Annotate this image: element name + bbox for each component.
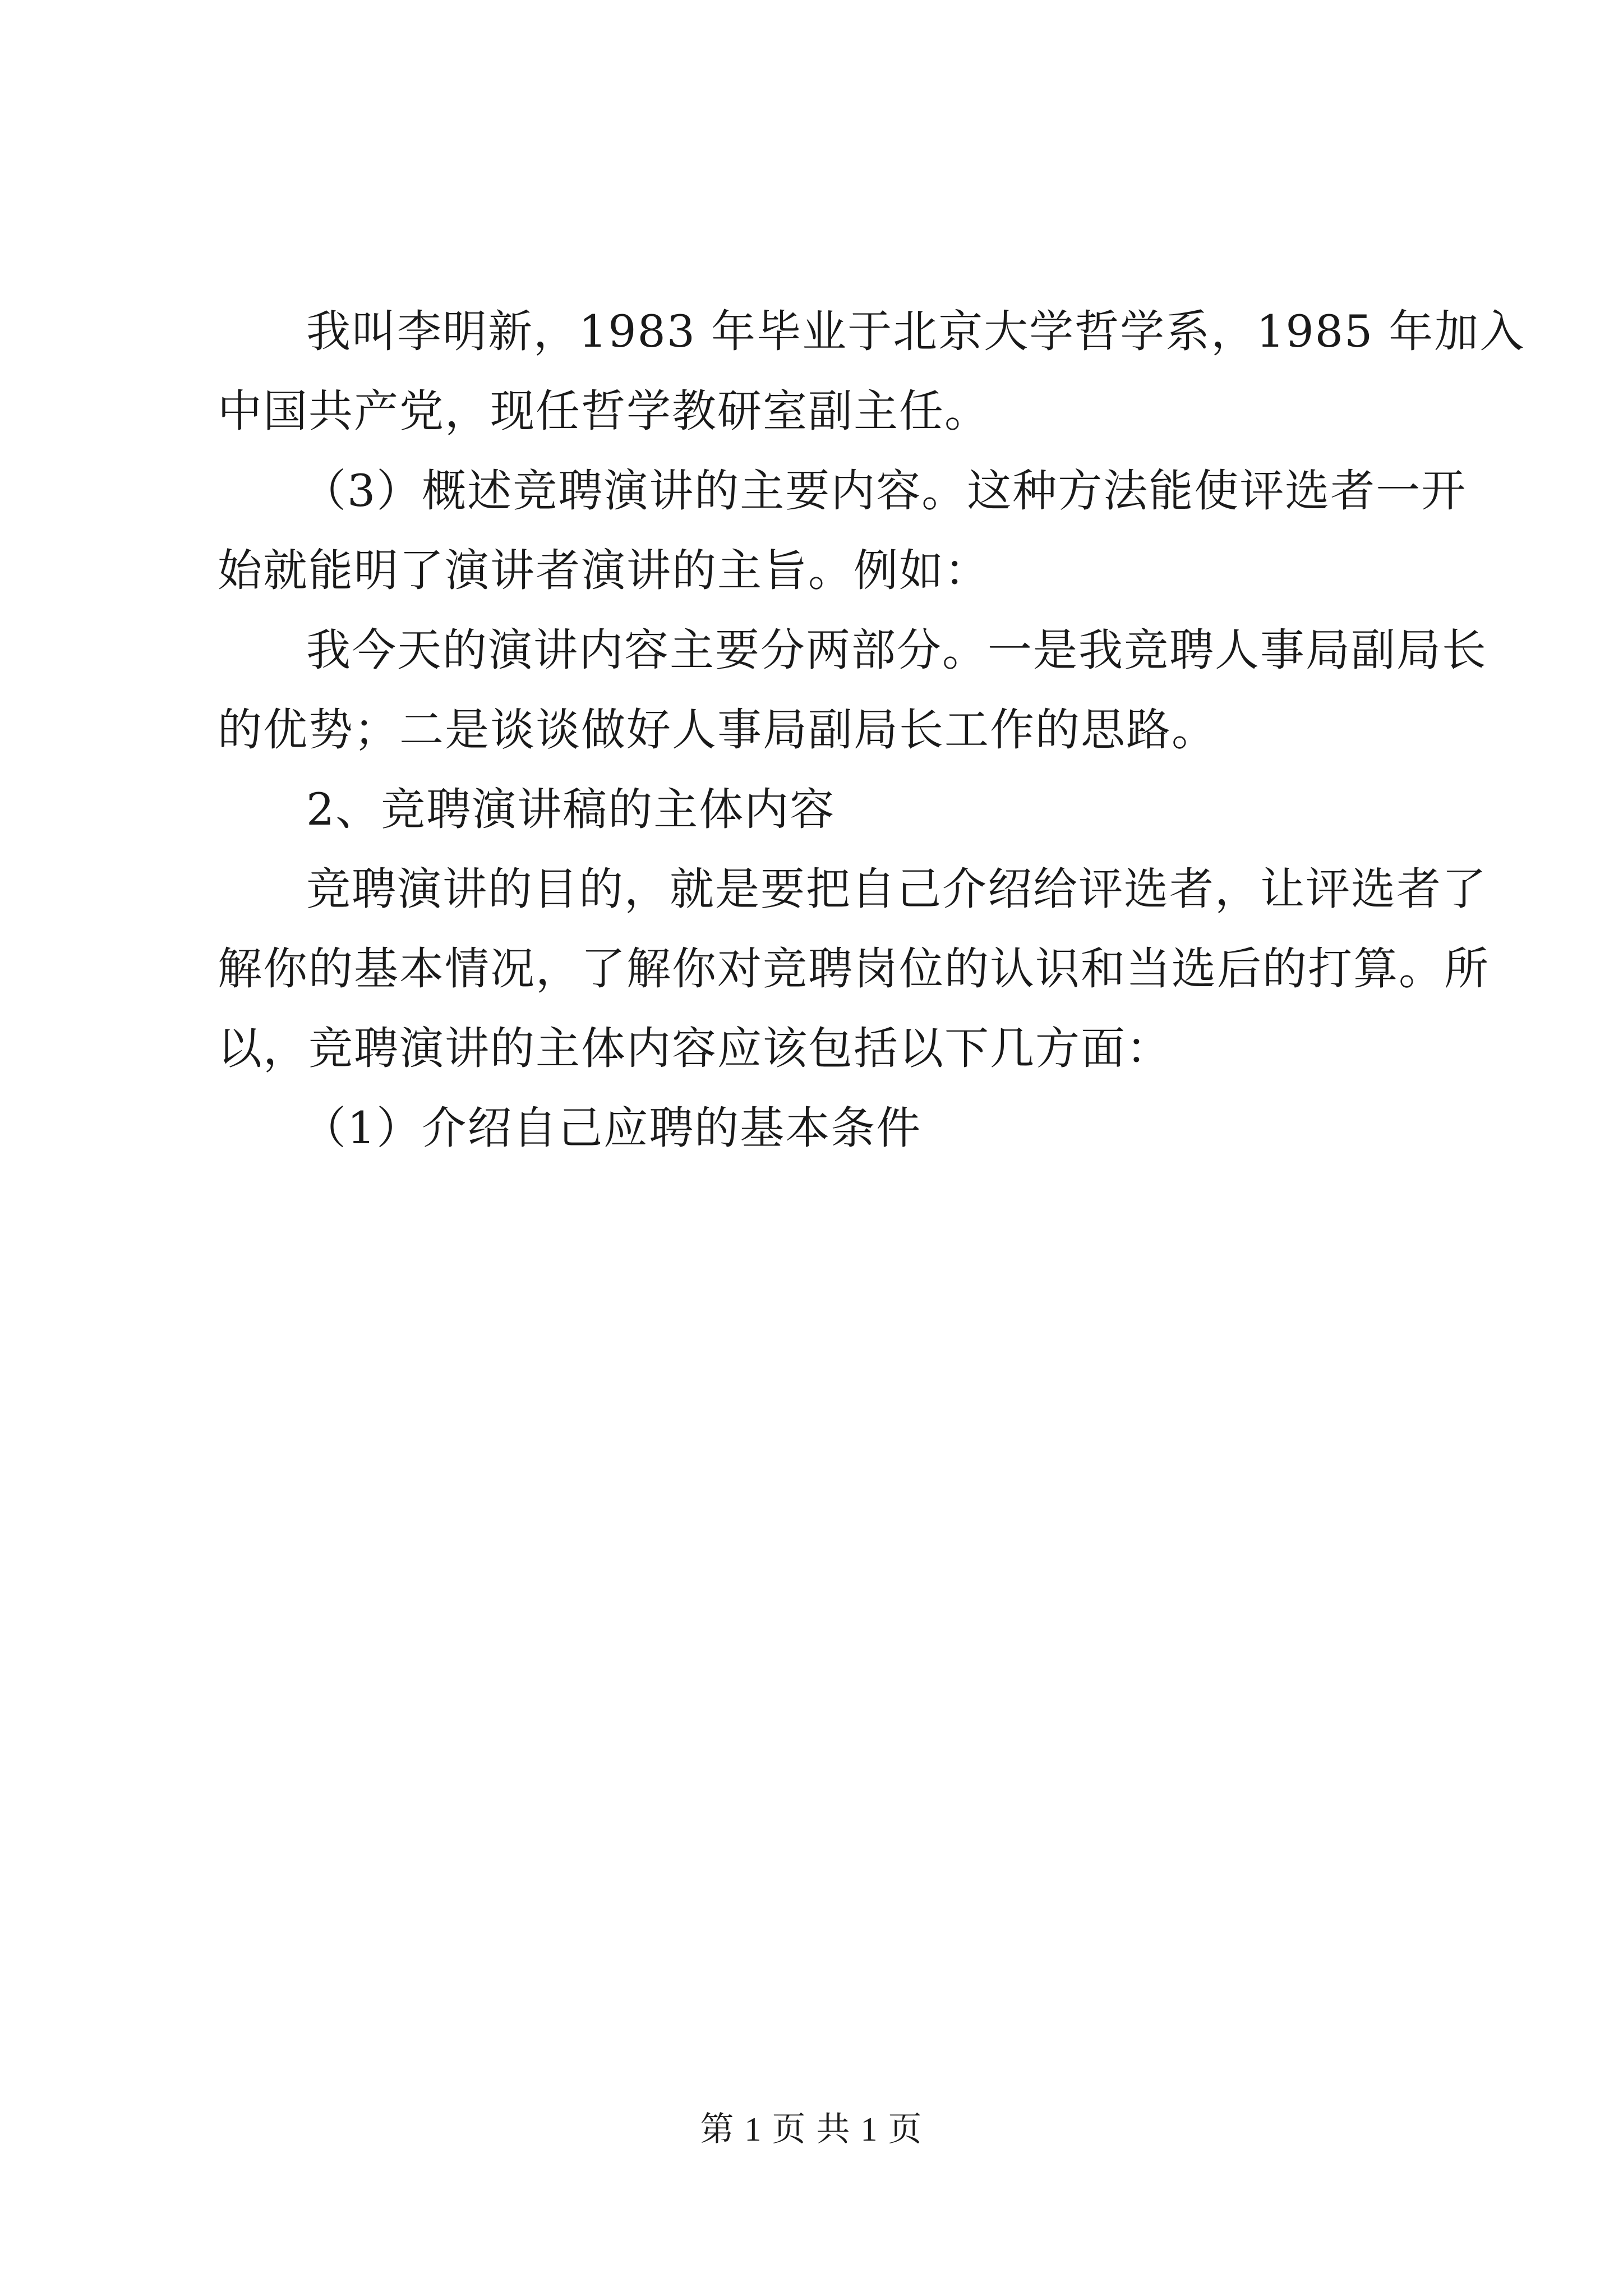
section-heading-2 [218,770,1423,849]
text-line: 我叫李明新，1983 年毕业于北京大学哲学系，1985 年加入 [306,306,1525,357]
text-line: 竞聘演讲的目的，就是要把自己介绍给评选者，让评选者了 [306,863,1487,915]
text-line: 的优势；二是谈谈做好人事局副局长工作的思路。 [218,704,1217,756]
page-number-label: 第 1 页 共 1 页 [700,2111,923,2148]
paragraph-method-3 [218,451,1467,610]
document-body [218,292,1525,1168]
text-line: 中国共产党，现任哲学教研室副主任。 [218,385,990,437]
paragraph-main-content [218,849,1490,1088]
text-line: 始就能明了演讲者演讲的主旨。例如： [218,545,990,596]
text-line: （1）介绍自己应聘的基本条件 [302,1102,922,1154]
paragraph-method-3-example [218,610,1487,770]
page-footer [0,2102,1623,2151]
text-line: （3）概述竞聘演讲的主要内容。这种方法能使评选者一开 [302,465,1467,517]
text-line: 以，竞聘演讲的主体内容应该包括以下几方面： [218,1023,1172,1074]
text-line: 2、竞聘演讲稿的主体内容 [306,784,836,835]
text-line: 解你的基本情况，了解你对竞聘岗位的认识和当选后的打算。所 [218,943,1490,995]
subheading-1 [218,1088,1423,1168]
text-line: 我今天的演讲内容主要分两部分。一是我竞聘人事局副局长 [306,624,1487,676]
paragraph-intro-example [218,292,1525,451]
